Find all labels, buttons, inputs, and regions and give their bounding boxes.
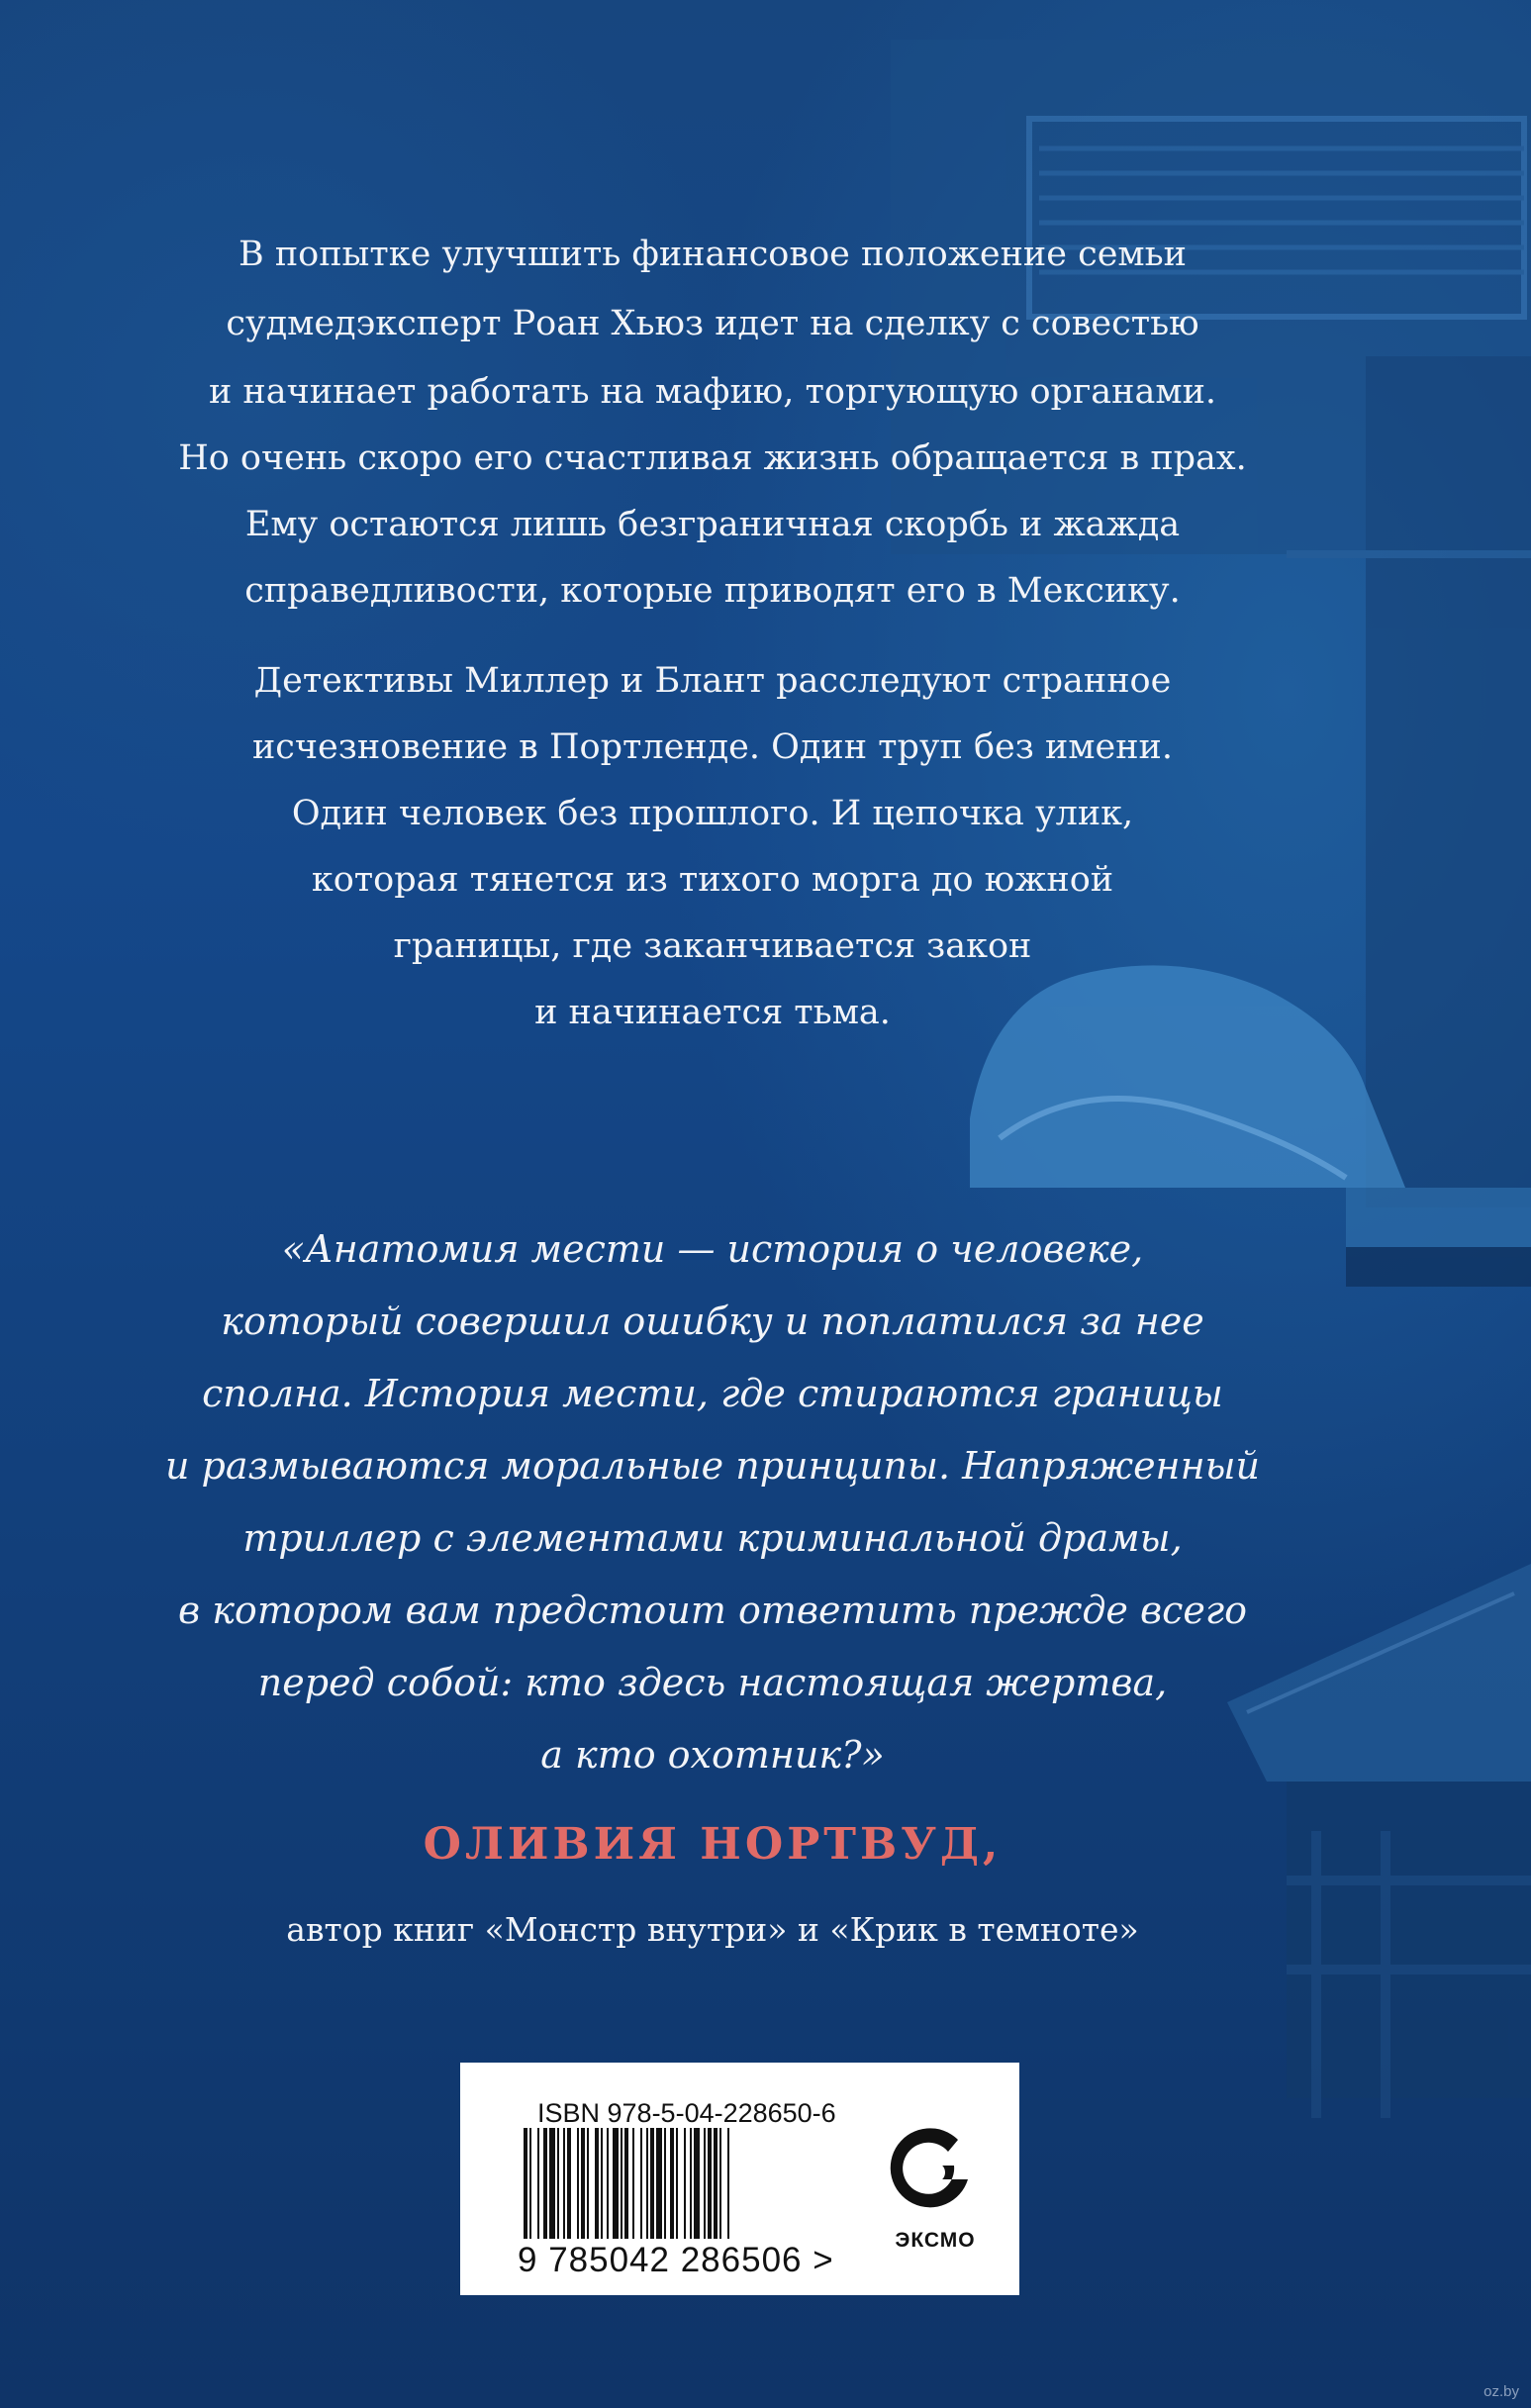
barcode-bar <box>684 2128 686 2239</box>
barcode-bar <box>624 2128 628 2239</box>
synopsis-line: границы, где заканчивается закон <box>393 926 1032 966</box>
quote-line: «Анатомия мести — история о человеке, <box>281 1227 1144 1271</box>
eksmo-logo-icon <box>881 2118 990 2227</box>
synopsis-line: и начинает работать на мафию, торгующую органами. <box>208 372 1217 412</box>
barcode-bar <box>694 2128 700 2239</box>
barcode-bar <box>676 2128 678 2239</box>
barcode-bar <box>537 2128 539 2239</box>
barcode-bar <box>577 2128 579 2239</box>
watermark: oz.by <box>1483 2383 1519 2400</box>
barcode-bar <box>646 2128 648 2239</box>
barcode-bar <box>543 2128 547 2239</box>
barcode-panel <box>460 2063 1019 2295</box>
barcode-bar <box>719 2128 721 2239</box>
synopsis-line: которая тянется из тихого морга до южной <box>311 860 1114 900</box>
quote-line: триллер с элементами криминальной драмы, <box>242 1516 1183 1560</box>
barcode-bars <box>520 2128 816 2239</box>
quote-line: в котором вам предстоит ответить прежде всего <box>178 1589 1247 1632</box>
quote-author-description: автор книг «Монстр внутри» и «Крик в темноте» <box>286 1910 1139 1949</box>
barcode-bar <box>640 2128 642 2239</box>
barcode-bar <box>557 2128 559 2239</box>
barcode-bar <box>704 2128 706 2239</box>
synopsis-line: Но очень скоро его счастливая жизнь обращается в прах. <box>178 438 1247 478</box>
barcode-bar <box>708 2128 712 2239</box>
barcode-bar <box>581 2128 585 2239</box>
synopsis-line: Детективы Миллер и Блант расследуют странное <box>253 661 1172 701</box>
barcode-bar <box>567 2128 571 2239</box>
publisher-logo-text: ЭКСМО <box>895 2229 976 2252</box>
synopsis-line: и начинается тьма. <box>534 993 891 1032</box>
barcode-bar <box>656 2128 662 2239</box>
barcode-bar <box>529 2128 531 2239</box>
synopsis-line: исчезновение в Портленде. Один труп без имени. <box>251 727 1174 767</box>
isbn-number: ISBN 978-5-04-228650-6 <box>537 2098 836 2128</box>
barcode-bar <box>595 2128 599 2239</box>
barcode-bar <box>563 2128 565 2239</box>
barcode-bar <box>613 2128 619 2239</box>
barcode-bar <box>587 2128 589 2239</box>
synopsis-line: Ему остаются лишь безграничная скорбь и жажда <box>244 505 1181 544</box>
barcode-bar <box>727 2128 729 2239</box>
synopsis-line: Один человек без прошлого. И цепочка улик, <box>291 794 1134 833</box>
barcode-bar <box>607 2128 609 2239</box>
barcode-bar <box>549 2128 555 2239</box>
synopsis-line: справедливости, которые приводят его в Мексику. <box>244 571 1181 611</box>
barcode-bar <box>714 2128 718 2239</box>
barcode-bar <box>670 2128 674 2239</box>
barcode-digits: 9 785042 286506 > <box>518 2241 834 2279</box>
barcode-bar <box>650 2128 654 2239</box>
barcode-bar <box>690 2128 692 2239</box>
quote-line: а кто охотник?» <box>540 1733 885 1777</box>
quote-line: перед собой: кто здесь настоящая жертва, <box>257 1661 1168 1704</box>
quote-line: и размываются моральные принципы. Напряженный <box>164 1444 1261 1488</box>
barcode-bar <box>632 2128 634 2239</box>
barcode-bar <box>621 2128 622 2239</box>
quote-line: который совершил ошибку и поплатился за нее <box>221 1300 1204 1343</box>
synopsis-line: В попытке улучшить финансовое положение семьи <box>238 235 1188 274</box>
quote-author-name: ОЛИВИЯ НОРТВУД, <box>423 1819 1003 1870</box>
synopsis-line: судмедэксперт Роан Хьюз идет на сделку с совестью <box>226 304 1199 343</box>
barcode-bar <box>664 2128 666 2239</box>
quote-line: сполна. История мести, где стираются границы <box>202 1372 1223 1415</box>
barcode-bar <box>601 2128 603 2239</box>
barcode-bar <box>524 2128 527 2239</box>
